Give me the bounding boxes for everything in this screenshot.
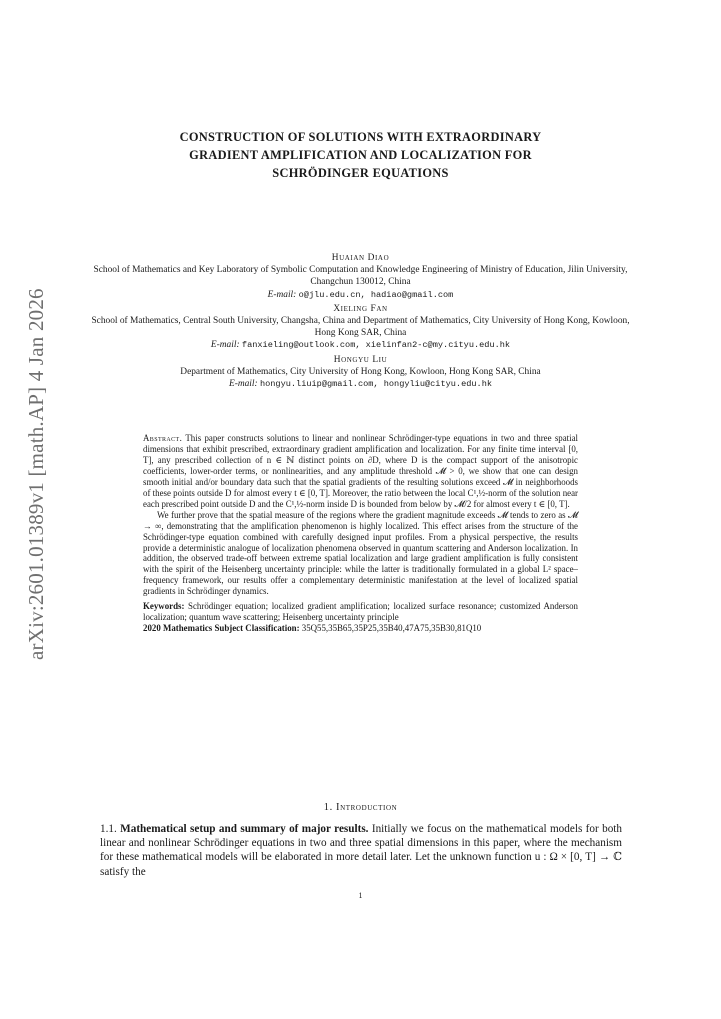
- author-email[interactable]: o@jlu.edu.cn, hadiao@gmail.com: [298, 289, 454, 300]
- author-email[interactable]: hongyu.liuip@gmail.com, hongyliu@cityu.edu.hk: [259, 379, 493, 390]
- abstract-paragraph: We further prove that the spatial measure of the regions where the gradient magnitude exceeds 𝓜 tends to zero as 𝓜 → ∞, demonstrating that the amplification phenomenon is highly localized. This effect arises from the structure of the Schrödinger-type equation combined with carefully designed input profiles. From a physical perspective, the results provide a deterministic analogue of localization phenomena observed in quantum scattering and Anderson localization. In addition, the observed trade-off between extreme spatial localization and large gradient amplification is fully consistent with the spirit of the Heisenberg uncertainty principle: while the latter is traditionally formulated in a global L² space–frequency framework, our results offer a complementary deterministic manifestation at the level of localized spatial gradients in Schrödinger dynamics.: [143, 509, 578, 597]
- keywords-text: Schrödinger equation; localized gradient amplification; localized surface resonance; customized Anderson localization; quantum wave scattering; Heisenberg uncertainty principle: [143, 601, 578, 623]
- author-email-line: [90, 339, 631, 351]
- subsection-number: 1.1.: [100, 823, 117, 835]
- author-name: Hongyu Liu: [333, 354, 388, 365]
- author-block: [90, 303, 631, 352]
- msc-label: 2020 Mathematics Subject Classification:: [143, 623, 300, 634]
- author-name: Huaian Diao: [331, 253, 390, 263]
- email-label: E-mail:: [267, 289, 297, 300]
- introduction-text: [100, 822, 622, 879]
- abstract: [143, 433, 578, 634]
- author-email-line: [90, 289, 631, 301]
- author-email-line: [90, 378, 631, 390]
- author-list: [90, 250, 631, 392]
- msc-codes: 35Q55,35B65,35P25,35B40,47A75,35B30,81Q10: [301, 623, 482, 634]
- keywords-label: Keywords:: [143, 601, 185, 612]
- author-affiliation: School of Mathematics, Central South University, Changsha, China and Department of Mathematics, City University of Hong Kong, Kowloon, Hong Kong SAR, China: [91, 316, 630, 339]
- keywords: [143, 601, 578, 623]
- page-number: 1: [358, 891, 363, 900]
- email-label: E-mail:: [228, 379, 258, 390]
- author-affiliation: Department of Mathematics, City University of Hong Kong, Kowloon, Hong Kong SAR, China: [180, 366, 541, 377]
- arxiv-identifier: arXiv:2601.01389v1 [math.AP] 4 Jan 2026: [24, 288, 48, 660]
- abstract-label: Abstract.: [143, 433, 183, 443]
- author-email[interactable]: fanxieling@outlook.com, xielinfan2-c@my.cityu.edu.hk: [241, 340, 511, 351]
- author-block: [90, 354, 631, 391]
- subsection-paragraph: [100, 822, 622, 879]
- abstract-text: This paper constructs solutions to linear and nonlinear Schrödinger-type equations in two and three spatial dimensions that exhibit prescribed, extraordinary gradient amplification and localization. For any finite time interval [0, T], any prescribed collection of n ∈ ℕ distinct points on ∂D, where D is the compact support of the anisotropic coefficients, lower-order terms, or nonlinearities, and any amplitude threshold 𝓜 > 0, we show that one can design smooth initial and/or boundary data such that the spatial gradients of the resulting solutions exceed 𝓜 in neighborhoods of these points outside D for almost every t ∈ [0, T]. Moreover, the ratio between the local C¹,½-norm of the solution near each prescribed point outside D and the C¹,½-norm inside D is bounded from below by 𝓜/2 for almost every t ∈ [0, T].: [143, 433, 578, 509]
- subsection-body: Initially we focus on the mathematical models for both linear and nonlinear Schrödinger equations in two and three spatial dimensions in this paper, where the mechanism for these mathematical models will be elaborated in more detail later. Let the unknown function u : Ω × [0, T] → ℂ satisfy the: [100, 823, 623, 878]
- msc-classification: [143, 623, 578, 634]
- subsection-title: Mathematical setup and summary of major results.: [120, 823, 369, 835]
- author-affiliation: School of Mathematics and Key Laboratory of Symbolic Computation and Knowledge Engineering of Ministry of Education, Jilin University, Changchun 130012, China: [93, 265, 628, 288]
- author-block: [90, 252, 631, 301]
- section-heading: 1. Introduction: [323, 802, 398, 813]
- abstract-paragraph: [143, 433, 578, 510]
- author-name: Xieling Fan: [333, 303, 388, 314]
- paper-title: CONSTRUCTION OF SOLUTIONS WITH EXTRAORDINARY GRADIENT AMPLIFICATION AND LOCALIZATION FOR SCHRÖDINGER EQUATIONS: [179, 130, 542, 180]
- email-label: E-mail:: [210, 340, 240, 351]
